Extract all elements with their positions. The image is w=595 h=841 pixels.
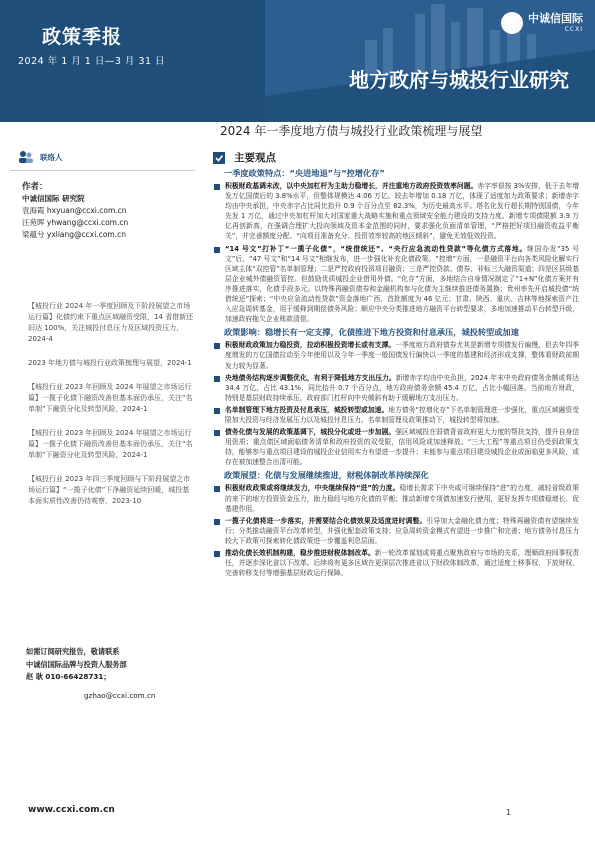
bullet-marker-icon bbox=[214, 408, 220, 414]
author-org: 中诚信国际 研究院 bbox=[22, 194, 85, 203]
contact-heading bbox=[18, 150, 195, 164]
document-title: 2024 年一季度地方债与城投行业政策梳理与展望 bbox=[220, 124, 483, 138]
bullet-text bbox=[225, 181, 579, 242]
bullet-marker-icon bbox=[214, 376, 220, 382]
bullet-body: 强区域城投在弱债背省政府更大力度的帮扶支持，提升自身信用资质；重点债区域面临债务清单和政府投资的双受限，信用风险或加速释放。“三大工程”等重点项目仍受到政策支持，能够参与重点项目建设的城投企业信用实力有望进一步提升；未能参与重点项目建设城投企业或面临更多风险，或存在被加速整合出清可能。 bbox=[225, 428, 580, 467]
bullet-body: 继国办发“35 号文”后，“47 号文”和“14 号文”相继发布，进一步强化补充化债政策。“控增”方面，一是融资平台向各类风险化解实行区域主体“双控管”名单制管理；二是严控政府投资项目融资；三是严控贷款、债券、非标三大融资渠道；四是区县级基层企业城外债融资管控。但鼓励优质城投企业借用外债。“化存”方面，多地结合自身情况制定了“1+N”化债方案并有序推进落实，化债手段多元。以特殊再融资债券和金融机构参与化债为主继续推进债务置换；贵州率先开启城投债“统借统还”探索；“中央应急流动性贷款”资金落地广西、首批额度为 46 亿元；甘肃、陕西、重庆、吉林等地探索资产注入应急周转基金，用于缓释到期偿债务风险；顺应中央分类推进地方融资平台转型要求，多地加速推动平台转型升级，加速政府拖欠企业账款清偿。 bbox=[225, 244, 579, 324]
subscribe-contact: 赵 耿 010-66428731； bbox=[26, 672, 111, 681]
bullet-marker-icon bbox=[214, 247, 220, 253]
subscribe-email[interactable]: gzhao@ccxi.com.cn bbox=[84, 690, 156, 700]
sidebar bbox=[10, 150, 195, 507]
bullet-item bbox=[206, 516, 586, 546]
brand-abbrev: CCXI bbox=[564, 26, 583, 33]
author-entry[interactable]: 袁海霞 hxyuan@ccxi.com.cn bbox=[22, 206, 127, 215]
bullet-text bbox=[225, 244, 579, 325]
bullet-lead: 积极财政政策或将继续发力，中央继续保持“进”的力度。 bbox=[225, 484, 400, 493]
bullet-item bbox=[206, 548, 586, 578]
bullet-item bbox=[206, 244, 586, 325]
section-title: 政策影响：稳增长有一定支撑，化债推进下地方投资和付息承压，城投转型或加速 bbox=[224, 327, 519, 338]
bullet-body: 新一轮改革谋划或将重点聚焦政府与市场的关系，理顺政府间事权责任，并逐步深化省以下改革。后续将有更多区域在更深层次推进省以下财政体制改革，通过适度上移事权、下放财权、完善转移支付等增强基层财政运行保障。 bbox=[225, 549, 580, 578]
bullet-marker-icon bbox=[214, 184, 220, 190]
report-header bbox=[0, 0, 595, 122]
key-points-heading bbox=[212, 150, 586, 165]
author-entry[interactable]: 汪苑晖 yhwang@ccxi.com.cn bbox=[22, 218, 129, 227]
section-title: 一季度政策特点：“央进地退”与“控增化存” bbox=[224, 168, 385, 178]
subscribe-info bbox=[14, 646, 198, 702]
bullet-body: 引导加大金融化债力度；特殊再融资债有望继续发行；分类推动融资平台改革转型，并强化配套政策支持；应急周转资金模式有望进一步推广和完善；地方债务付息压力较大下政策可探索转化债政策进一步覆盖利息层面。 bbox=[225, 516, 580, 545]
bullet-text bbox=[225, 427, 579, 467]
brand-logo-icon bbox=[501, 12, 523, 34]
bullet-text bbox=[225, 548, 579, 578]
sidebar-divider bbox=[10, 170, 195, 171]
bullet-marker-icon bbox=[214, 519, 220, 525]
bullet-item bbox=[206, 483, 586, 513]
bullet-marker-icon bbox=[214, 430, 220, 436]
key-points-title: 主要观点 bbox=[234, 152, 276, 164]
related-report-item[interactable]: 2023 年地方债与城投行业政策梳理与展望，2024-1 bbox=[28, 359, 192, 367]
bullet-item bbox=[206, 340, 586, 370]
brand-logo bbox=[501, 12, 583, 34]
bullet-text bbox=[225, 373, 579, 403]
contact-icon bbox=[18, 150, 34, 164]
bullet-lead: 推动化债长效机制构建，稳步推进财税体制改革。 bbox=[225, 549, 375, 557]
bullet-item bbox=[206, 427, 586, 467]
author-label: 作者： bbox=[22, 182, 48, 192]
related-report-item[interactable]: 【城投行业 2023 年回顾及 2024 年展望之市场运行篇】一揽子化债下融资改善但基本面仍承压，关注“名单制”下融资分化及转型风险，2024-1 bbox=[28, 383, 193, 413]
policy-section bbox=[206, 168, 586, 324]
related-report-item[interactable]: 【城投行业 2023 年四三季度回顾与下阶段展望之市场运行篇】“一揽子化债”下净融资延续回暖，城投基本面实质性改善仍待观察，2023-10 bbox=[28, 475, 191, 505]
bullet-item bbox=[206, 181, 586, 242]
contact-label: 联络人 bbox=[40, 152, 63, 162]
bullet-marker-icon bbox=[214, 343, 220, 349]
section-title: 政策展望：化债与发展继续推进，财税体制改革持续深化 bbox=[224, 470, 429, 481]
bullet-body: 赤字率很按 3%安排，低于去年增发万亿国债后的 3.8%水平，但整体规模达 4.06 万亿，较去年增加 0.18 万亿，体现了适度加力政策要求；新增赤字均由中央承担，中央赤字占比同比抬升 0.9 个百分点至 82.3%，为历史最高水平。塔名化发行超长期特别国债，今年先发 1 万亿，通过中央加杠杆加大对国家重大战略实施和重点领域安全能力建设的支持力度。新增专项债限额 3.9 万亿再创新高，在强调合理扩大投向领域及资本金范围的同时，要求强化负面清单管理，“严格把好项目融资收益平衡关”，并完善额度分配、“向项目准备充分、投资效率较高的地区倾斜”，避免无效低效投资。 bbox=[225, 182, 579, 241]
website-link[interactable]: www.ccxi.com.cn bbox=[28, 805, 115, 815]
report-date-range: 2024 年 1 月 1 日—3 月 31 日 bbox=[18, 56, 166, 67]
bullet-body: 地方债务“控增化存”下名单制管理进一步强化，重点区域融资受限加大投资与经济发展压力以及城投付息压力。名单制管理及政策推动下，城投转型将加速。 bbox=[225, 405, 580, 424]
bullet-text bbox=[225, 405, 579, 425]
report-type: 政策季报 bbox=[42, 26, 123, 48]
bullet-marker-icon bbox=[214, 486, 220, 492]
policy-section bbox=[206, 327, 586, 467]
bullet-lead: “14 号文”打补丁“一揽子化债”，“统借统还”、“央行应急流动性贷款”等化债方式落地。 bbox=[225, 244, 527, 253]
related-report-item[interactable]: 【城投行业 2024 年一季度回顾及下阶段展望之市场运行篇】化债约束下重点区域融资受限，14 省借新还旧达 100%，关注城投付息压力及区域投资压力，2024-4 bbox=[28, 302, 194, 343]
bullet-item bbox=[206, 405, 586, 425]
bullet-lead: 积极财政政策加力稳投资，拉动积极投资增长或有支撑。 bbox=[225, 341, 396, 350]
policy-section bbox=[206, 470, 586, 578]
author-block bbox=[10, 181, 195, 241]
bullet-text bbox=[225, 483, 579, 513]
bullet-body: 新增赤字均由中央负担，2024 年末中央政府债务余额或将达 34.4 万亿，占比 43.1%，同比抬升 0.7 个百分点，地方政府债务余额 45.4 万亿，占比小幅回落。当前地方财政，特别是基层财政持续承压，政府部门杠杆向中央倾斜有助于缓解地方支出压力。 bbox=[225, 373, 579, 402]
bullet-body: 一季度地方政府债券尤其是新增专项债发行偏慢，但去年四季度增发的万亿国债拉动至今年使用以及今年一季度一般国债发行偏快以一季度的基建和经济形成支撑，整体看财政前期发力较为显著。 bbox=[225, 341, 580, 370]
bullet-body: 稳增长需求下中央或可继续保持“进”的力度，减轻省级政策的来下的地方投资资金压力，助力稳经与地方化债的平衡；推动新增专项债加速发行使用，更好发挥专项债稳增长、促基建作用。 bbox=[225, 484, 579, 513]
page-number: 1 bbox=[506, 808, 512, 817]
subscribe-line: 中诚信国际品牌与投资人服务部 bbox=[26, 659, 127, 669]
related-reports bbox=[10, 301, 195, 507]
bullet-lead: 积极财政基调未改，以中央加杠杆为主助力稳增长，并注重地方政府投资效率问题。 bbox=[225, 182, 478, 190]
bullet-text bbox=[225, 516, 579, 546]
bullet-marker-icon bbox=[214, 551, 220, 557]
subscribe-line: 如需订阅研究报告，敬请联系 bbox=[26, 647, 120, 656]
bullet-lead: 央地债务结构逐步调整优化，有利于降低地方支出压力。 bbox=[225, 373, 396, 382]
related-report-item[interactable]: 【城投行业 2023 年回顾及 2024 年展望之市场运行篇】一揽子化债下融资改善但基本面仍承压，关注“名单制”下融资分化及转型风险，2024-1 bbox=[28, 429, 193, 459]
bullet-lead: 名单制管理下地方投资及付息承压，城投转型或加速。 bbox=[225, 405, 389, 414]
bullet-lead: 一揽子化债将进一步落实，并需要结合化债效果及适度进时调整。 bbox=[225, 516, 427, 525]
bullet-lead: 债务化债与发展的政策基调下，城投分化或进一步加剧。 bbox=[225, 428, 396, 437]
bullet-text bbox=[225, 340, 579, 370]
key-points-icon bbox=[212, 151, 226, 165]
bullet-item bbox=[206, 373, 586, 403]
author-entry[interactable]: 梁蕴兮 yxliang@ccxi.com.cn bbox=[22, 230, 126, 239]
brand-name: 中诚信国际 bbox=[528, 12, 583, 25]
key-points bbox=[206, 150, 586, 578]
report-series-title: 地方政府与城投行业研究 bbox=[349, 68, 569, 92]
